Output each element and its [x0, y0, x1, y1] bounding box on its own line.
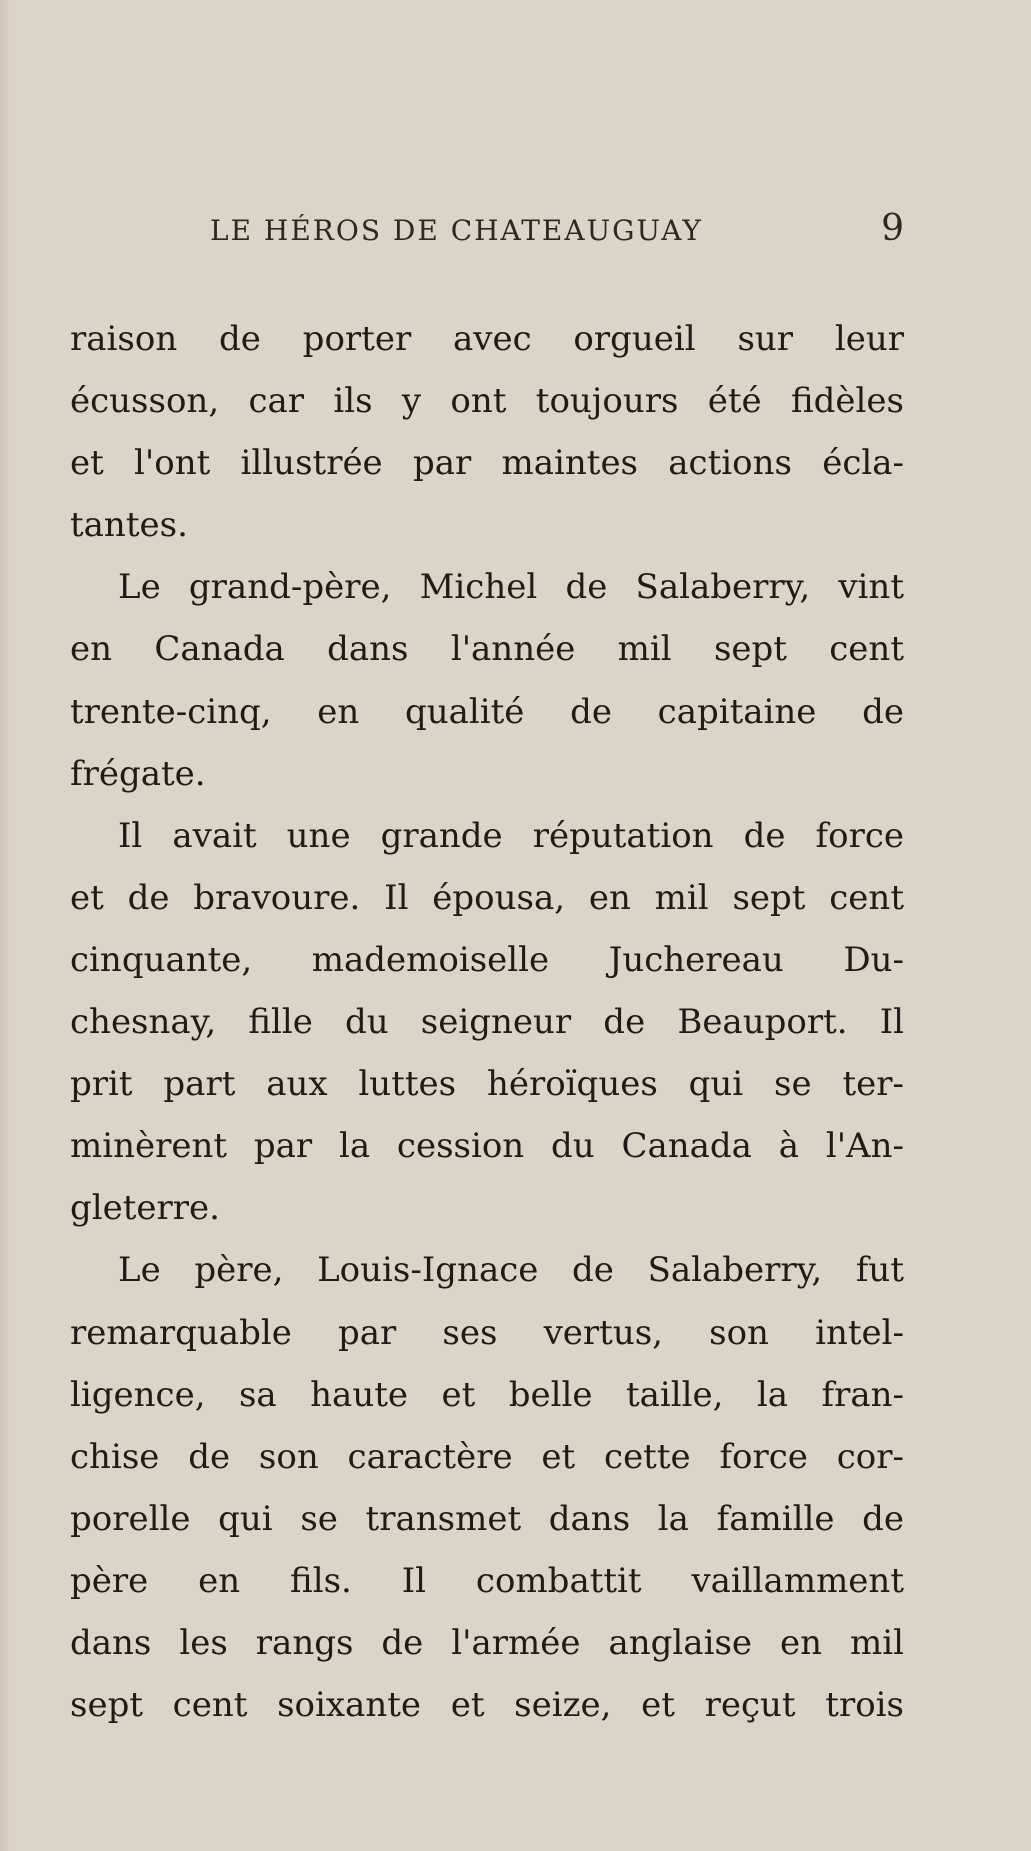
- text-line: raison de porter avec orgueil sur leur: [70, 319, 904, 359]
- text-line: Le père, Louis-Ignace de Salaberry, fut: [118, 1250, 904, 1291]
- text-line: tantes.: [70, 505, 188, 546]
- text-line: chesnay, fille du seigneur de Beauport. Il: [70, 1002, 904, 1043]
- text-line: Le grand-père, Michel de Salaberry, vint: [118, 567, 904, 608]
- body-text: [70, 308, 904, 1736]
- text-line: en Canada dans l'année mil sept cent: [70, 629, 904, 670]
- page-edge: [0, 0, 10, 1851]
- text-line: ligence, sa haute et belle taille, la fran-: [70, 1374, 904, 1415]
- text-line: écusson, car ils y ont toujours été fidèles: [70, 381, 904, 422]
- text-line: chise de son caractère et cette force cor-: [70, 1436, 904, 1477]
- text-line: trente-cinq, en qualité de capitaine de: [70, 691, 904, 732]
- text-line: et l'ont illustrée par maintes actions écla-: [70, 443, 904, 484]
- text-line: gleterre.: [70, 1188, 220, 1229]
- running-title: LE HÉROS DE CHATEAUGUAY: [210, 214, 703, 247]
- text-line: père en fils. Il combattit vaillamment: [70, 1560, 904, 1601]
- page-number: 9: [881, 208, 904, 249]
- text-line: minèrent par la cession du Canada à l'An-: [70, 1126, 904, 1167]
- text-line: frégate.: [70, 753, 206, 794]
- text-line: et de bravoure. Il épousa, en mil sept cent: [70, 877, 904, 918]
- text-line: Il avait une grande réputation de force: [118, 815, 904, 856]
- running-header: [70, 208, 904, 258]
- text-line: sept cent soixante et seize, et reçut trois: [70, 1685, 904, 1726]
- text-line: cinquante, mademoiselle Juchereau Du-: [70, 939, 904, 980]
- text-line: dans les rangs de l'armée anglaise en mil: [70, 1622, 904, 1663]
- text-line: prit part aux luttes héroïques qui se ter-: [70, 1064, 904, 1105]
- text-line: porelle qui se transmet dans la famille de: [70, 1498, 904, 1539]
- text-line: remarquable par ses vertus, son intel-: [70, 1312, 904, 1353]
